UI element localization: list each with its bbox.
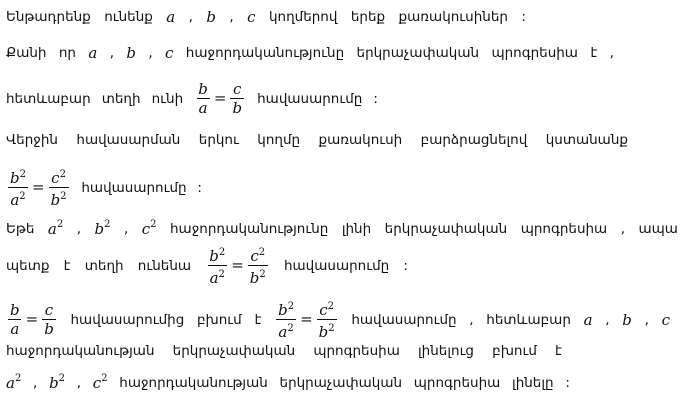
word: կողմը [257, 132, 301, 148]
word: հավասարումը [351, 311, 457, 328]
equals-sign: = [231, 255, 244, 274]
word: քառակուսի [318, 132, 403, 148]
word: կողմերով [268, 9, 338, 25]
var-a-squared: $a^2$ [47, 219, 64, 238]
word: հաջորդականությունը [185, 45, 345, 61]
equals-sign: = [25, 309, 39, 328]
denominator: $a^2$ [276, 319, 295, 341]
numerator: $c^2$ [250, 247, 266, 265]
text-line-1 [6, 8, 526, 26]
equation-b2-over-a2-equals-c2-over-b2 [205, 244, 270, 287]
var-a-squared: $a^2$ [6, 373, 22, 392]
word: ունի [151, 90, 184, 107]
var-a: a [88, 44, 98, 62]
var-b-squared: $b^2$ [94, 219, 111, 238]
word: է [590, 45, 598, 61]
word: ապա [638, 221, 678, 237]
word: երկրաչափական [384, 221, 508, 237]
text-line-9 [6, 343, 562, 359]
comma: , [620, 221, 625, 237]
text-line-10 [6, 374, 570, 392]
var-c-squared: $c^2$ [92, 373, 108, 392]
word: Քանի [6, 45, 47, 61]
word: հավասարումից [70, 311, 185, 328]
word: հետևաբար [6, 90, 91, 107]
var-c: c [247, 8, 256, 26]
var-c: c [661, 310, 670, 329]
comma: , [609, 45, 614, 61]
numerator: b [10, 301, 20, 319]
word: հավասարումը [283, 257, 390, 274]
comma: , [469, 311, 474, 328]
word: հետևաբար [486, 311, 571, 328]
text-line-8 [6, 298, 670, 341]
text-line-6 [6, 220, 678, 238]
word: ունենա [137, 257, 192, 274]
denominator: $b^2$ [248, 265, 268, 287]
word: պետք [6, 257, 50, 274]
numerator: $b^2$ [209, 247, 226, 265]
equation-b2-over-a2-equals-c2-over-b2 [274, 298, 339, 341]
word: է [63, 257, 71, 274]
word: տեղի [84, 257, 124, 274]
word: լինելուց [418, 343, 474, 359]
word: հավասարման [76, 132, 181, 148]
comma: , [148, 45, 153, 61]
colon: : [521, 9, 526, 25]
equals-sign: = [300, 309, 313, 328]
equation-b2-over-a2-equals-c2-over-b2 [6, 166, 71, 209]
var-c: c [165, 44, 174, 62]
numerator: $c^2$ [319, 301, 335, 319]
colon: : [373, 90, 378, 107]
numerator: c [233, 80, 242, 98]
word: պրոգրեսիա [520, 221, 608, 237]
comma: , [188, 9, 193, 25]
denominator: $a^2$ [8, 187, 27, 209]
equation-b-over-a-equals-c-over-b [194, 80, 246, 117]
equation-b-over-a-equals-c-over-b [6, 301, 58, 338]
word: հավասարումը [81, 179, 187, 196]
colon: : [565, 375, 570, 391]
text-line-4 [6, 132, 628, 148]
var-b: b [622, 310, 632, 329]
denominator: b [232, 99, 243, 117]
word: Եթե [6, 221, 35, 237]
word: հաջորդականությունը [170, 221, 329, 237]
denominator: $b^2$ [49, 187, 69, 209]
word: հավասարումը [257, 90, 363, 107]
var-b-squared: $b^2$ [49, 373, 66, 392]
word: որ [58, 45, 76, 61]
word: երկրաչափական [279, 375, 403, 391]
word: երկրաչափական [172, 343, 296, 359]
text-line-2 [6, 44, 614, 62]
numerator: b [198, 80, 208, 98]
var-c-squared: $c^2$ [141, 219, 157, 238]
word: կստանանք [545, 132, 628, 148]
comma: , [76, 221, 81, 237]
word: հաջորդականության [119, 375, 268, 391]
denominator: $b^2$ [317, 319, 337, 341]
comma: , [123, 221, 129, 237]
equals-sign: = [213, 88, 227, 107]
numerator: c [44, 301, 54, 319]
numerator: $b^2$ [278, 301, 295, 319]
comma: , [229, 9, 234, 25]
word: լինելը [512, 375, 554, 391]
word: Ենթադրենք [6, 9, 91, 25]
comma: , [109, 45, 114, 61]
word: երեք [350, 9, 386, 25]
word: տեղի [101, 90, 141, 107]
denominator: $a^2$ [208, 265, 227, 287]
text-line-7 [6, 244, 408, 287]
text-line-5 [6, 166, 202, 209]
word: բխում [196, 311, 242, 328]
denominator: b [44, 320, 54, 338]
equals-sign: = [31, 177, 45, 196]
word: երկու [198, 132, 239, 148]
word: բխում [492, 343, 537, 359]
var-a: a [166, 8, 176, 26]
word: պրոգրեսիա [491, 45, 578, 61]
var-b: b [206, 8, 216, 26]
colon: : [197, 179, 202, 196]
comma: , [33, 375, 38, 391]
numerator: $b^2$ [10, 169, 26, 187]
numerator: $c^2$ [51, 169, 66, 187]
text-line-3 [6, 80, 378, 117]
word: պրոգրեսիա [313, 343, 400, 359]
word: պրոգրեսիա [413, 375, 501, 391]
denominator: a [198, 99, 208, 117]
var-a: a [583, 310, 593, 329]
word: լինի [341, 221, 372, 237]
word: ունենք [104, 9, 153, 25]
word: քառակուսիներ [398, 9, 508, 25]
word: երկրաչափական [356, 45, 480, 61]
word: Վերջին [6, 132, 58, 148]
word: հաջորդականության [6, 343, 155, 359]
word: է [254, 311, 262, 328]
comma: , [644, 311, 649, 328]
denominator: a [10, 320, 20, 338]
colon: : [403, 257, 408, 274]
var-b: b [126, 44, 136, 62]
comma: , [76, 375, 82, 391]
word: է [555, 343, 562, 359]
word: բարձրացնելով [420, 132, 528, 148]
comma: , [605, 311, 610, 328]
